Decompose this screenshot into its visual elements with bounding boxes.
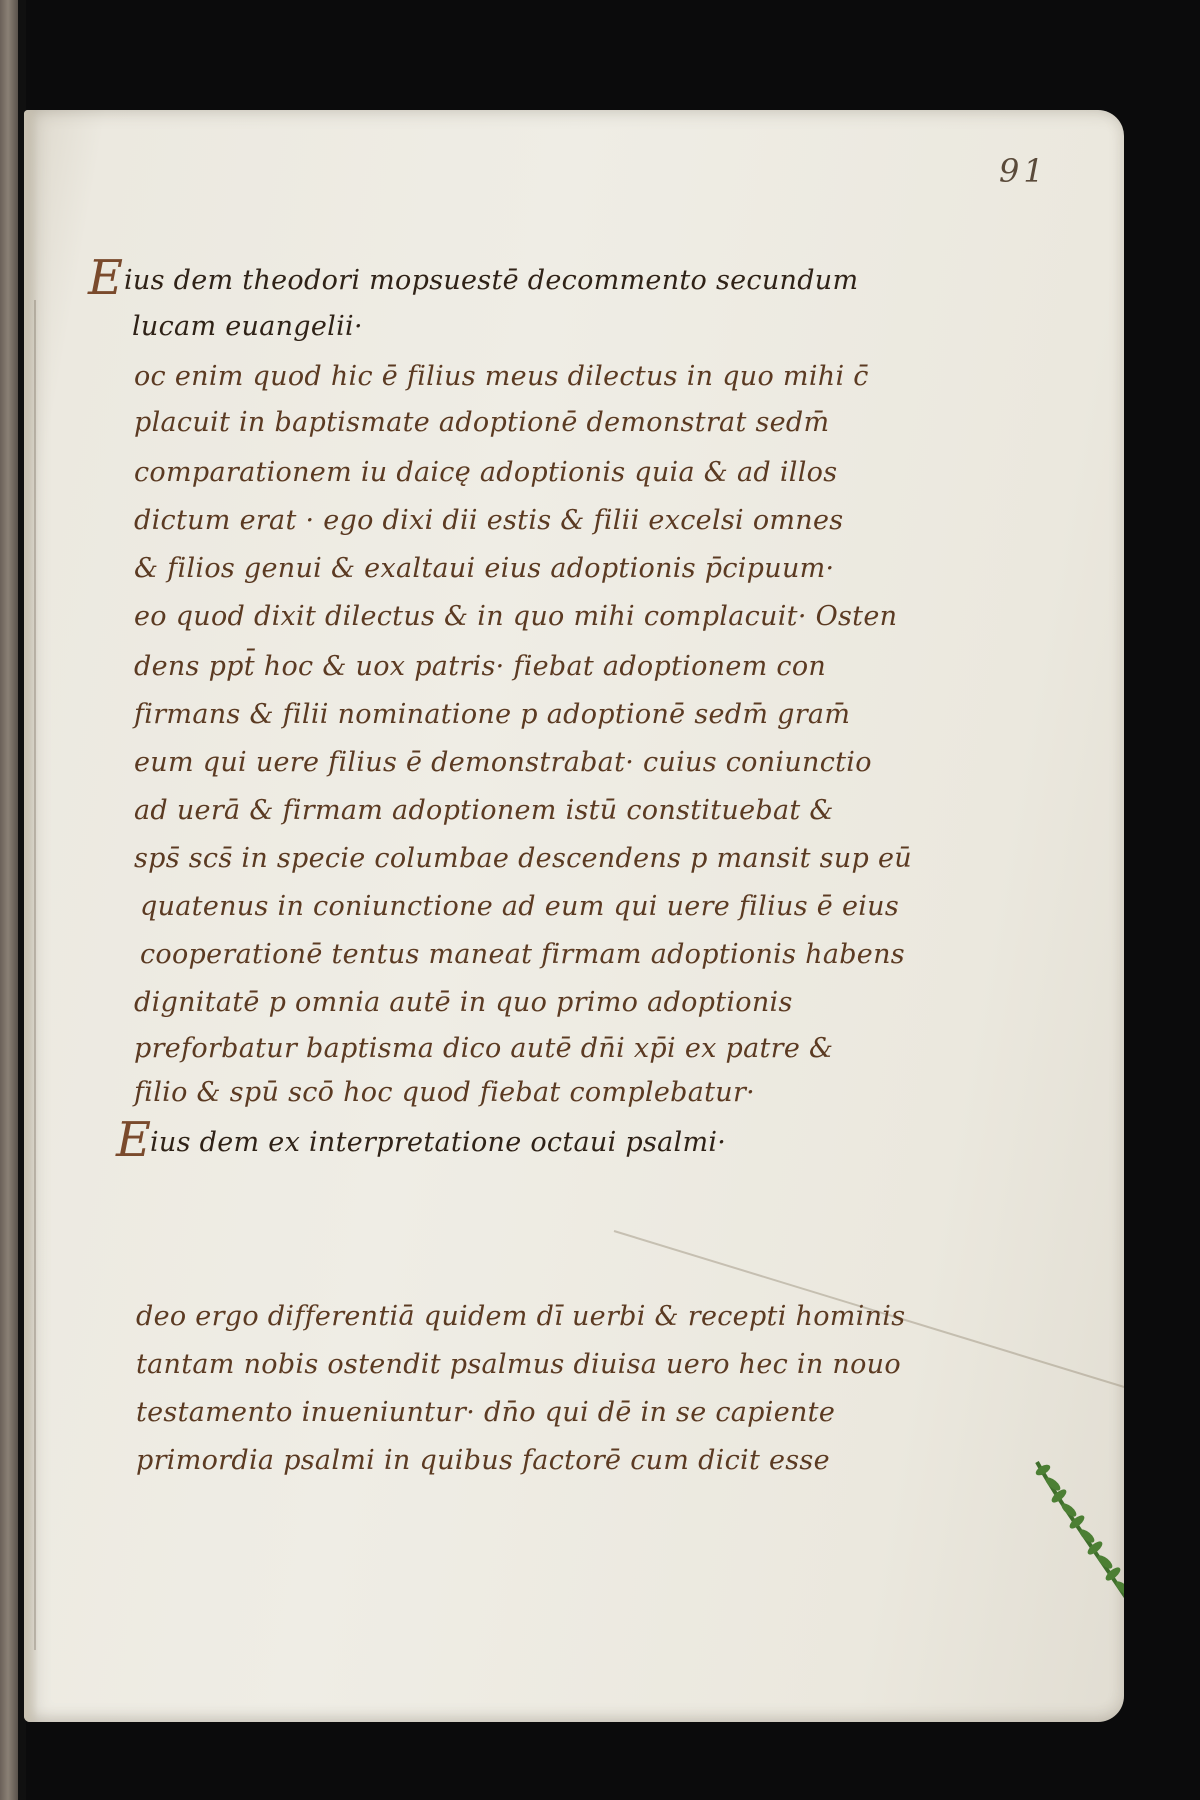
section-line: deo ergo differentiā quidem dī uerbi & recepti hominis xyxy=(136,1301,906,1332)
body-line: dictum erat · ego dixi dii estis & filii excelsi omnes xyxy=(134,505,844,536)
second-heading: ius dem ex interpretatione octaui psalmi· xyxy=(150,1127,727,1158)
book-binding xyxy=(0,0,18,1800)
body-line: comparationem iu daicę adoptionis quia & ad illos xyxy=(134,457,838,488)
body-line: filio & spū scō hoc quod fiebat complebatur· xyxy=(134,1077,756,1108)
text-block xyxy=(24,110,1124,1722)
folio-number: 91 xyxy=(999,152,1048,190)
body-line: placuit in baptismate adoptionē demonstrat sedm̄ xyxy=(134,407,830,438)
body-line: preforbatur baptisma dico autē dn̄i xp̄i ex patre & xyxy=(134,1033,834,1064)
body-line: oc enim quod hic ē filius meus dilectus in quo mihi c̄ xyxy=(134,361,869,392)
body-line: eo quod dixit dilectus & in quo mihi complacuit· Osten xyxy=(134,601,898,632)
body-line: eum qui uere filius ē demonstrabat· cuius coniunctio xyxy=(134,747,872,778)
body-line: firmans & filii nominatione p adoptionē sedm̄ gram̄ xyxy=(134,699,851,730)
body-line: sps̄ scs̄ in specie columbae descendens p mansit sup eū xyxy=(134,843,912,874)
second-heading-initial: E xyxy=(116,1112,152,1168)
pressed-plant-image xyxy=(1029,1452,1124,1612)
body-line: cooperationē tentus maneat firmam adoptionis habens xyxy=(140,939,905,970)
body-line: ad uerā & firmam adoptionem istū constituebat & xyxy=(134,795,834,826)
body-line: quatenus in coniunctione ad eum qui uere filius ē eius xyxy=(140,891,900,922)
section-line: primordia psalmi in quibus factorē cum dicit esse xyxy=(136,1445,830,1476)
body-line: & filios genui & exaltaui eius adoptionis p̄cipuum· xyxy=(134,553,835,584)
section-line: tantam nobis ostendit psalmus diuisa uero hec in nouo xyxy=(136,1349,901,1380)
section-line: testamento inueniuntur· dn̄o qui dē in se capiente xyxy=(136,1397,836,1428)
body-line: dignitatē p omnia autē in quo primo adoptionis xyxy=(134,987,793,1018)
heading-line-1: ius dem theodori mopsuestē decommento secundum xyxy=(124,265,859,296)
body-line: dens ppt̄ hoc & uox patris· fiebat adoptionem con xyxy=(134,651,827,682)
heading-initial: E xyxy=(88,250,124,306)
manuscript-page xyxy=(24,110,1124,1722)
heading-line-2: lucam euangelii· xyxy=(132,311,363,342)
